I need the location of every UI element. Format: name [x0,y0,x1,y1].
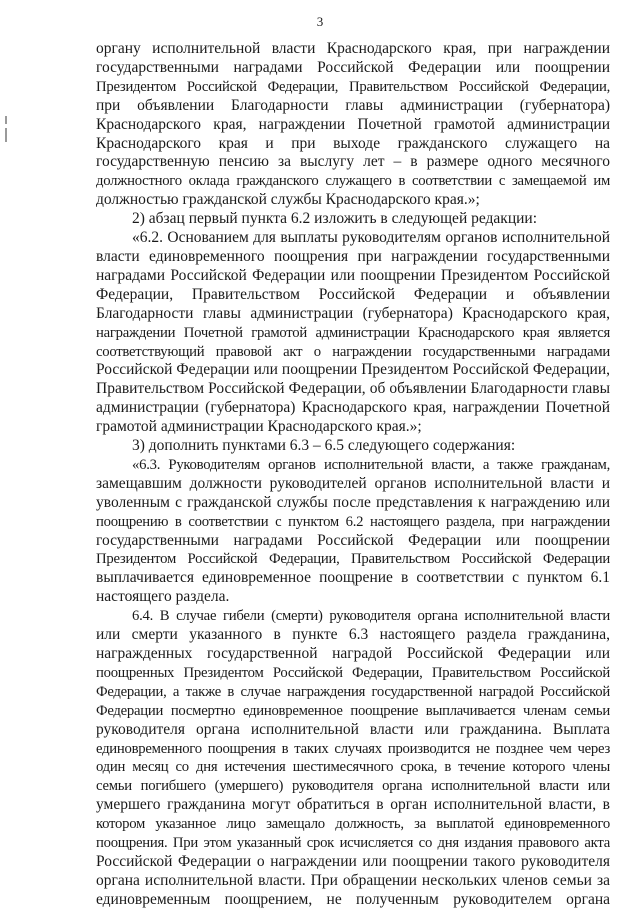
text-line: Российской Федерации о награждении или поощрении такого руководителя [96,852,610,870]
text-line: поощрения. При этом указанный срок исчисляется со дня издания правового акта [96,835,610,852]
text-line: замещавшим должности руководителей органов исполнительной власти и [96,474,610,492]
document-body [96,40,610,910]
margin-binding-mark [5,128,7,142]
text-line: Краснодарского края и при выходе гражданского служащего на [96,134,610,152]
text-line: Федерации посмертно единовременное поощрение выплачивается членам семьи [96,702,610,719]
text-line: государственную пенсию за выслугу лет – в размере одного месячного [96,153,610,171]
text-line: «6.2. Основанием для выплаты руководителям органов исполнительной [132,229,610,247]
text-line: Федерации, а также в случае награждения государственной наградой Российской [96,683,610,700]
text-line: государственными наградами Российской Федерации или поощрении [96,58,610,76]
text-line: один месяц со дня истечения шестимесячного срока, в течение которого члены [96,759,610,776]
text-line: или смерти указанного в пункте 6.3 настоящего раздела гражданина, [96,626,610,644]
text-line: соответствующий правовой акт о награждении государственными наградами [96,343,610,360]
page-number: 3 [316,14,324,29]
text-line: 2) абзац первый пункта 6.2 изложить в следующей редакции: [132,210,538,228]
text-line: поощренных Президентом Российской Федерации, Правительством Российской [96,664,610,681]
text-line: 3) дополнить пунктами 6.3 – 6.5 следующего содержания: [132,437,516,455]
text-line: администрации (губернатора) Краснодарского края, награждении Почетной [96,399,610,417]
text-line: Правительством Российской Федерации, об объявлении Благодарности главы [96,380,610,398]
text-line: Благодарности главы администрации (губернатора) Краснодарского края, [96,304,610,322]
text-line: при объявлении Благодарности главы администрации (губернатора) [96,96,610,114]
text-line: грамотой администрации Краснодарского края.»; [96,418,422,436]
text-line: единовременным поощрением, не полученным руководителем органа [96,890,610,908]
text-line: награжденных государственной наградой Российской Федерации или [96,645,610,662]
text-line: Федерации, Правительством Российской Федерации и объявлении [96,285,610,303]
text-line: органа исполнительной власти. При обращении нескольких членов семьи за [96,871,610,889]
text-line: выплачивается единовременное поощрение в соответствии с пунктом 6.1 [96,569,610,587]
text-line: котором указанное лицо замещало должность, за выплатой единовременного [96,816,610,833]
text-line: умершего гражданина могут обратиться в орган исполнительной власти, в [96,796,610,814]
text-line: поощрению в соответствии с пунктом 6.2 настоящего раздела, при награждении [96,513,610,530]
text-line: Президентом Российской Федерации, Правительством Российской Федерации, [96,78,610,95]
text-line: 6.4. В случае гибели (смерти) руководителя органа исполнительной власти [132,608,610,625]
text-line: должностного оклада гражданского служащего в соответствии с замещаемой им [96,173,610,190]
text-line: «6.3. Руководителям органов исполнительной власти, а также гражданам, [132,456,610,473]
text-line: Президентом Российской Федерации, Правительством Российской Федерации [96,551,610,568]
text-line: семьи погибшего (умершего) руководителя органа исполнительной власти или [96,778,610,795]
text-line: уволенным с гражданской службы после представления к награждению или [96,493,610,511]
text-line: настоящего раздела. [96,588,230,606]
margin-binding-mark [5,116,7,124]
text-line: награждении Почетной грамотой администрации Краснодарского края является [96,324,610,341]
text-line: единовременного поощрения в таких случаях производится не позднее чем через [96,740,610,757]
text-line: руководителя органа исполнительной власти или гражданина. Выплата [96,720,610,738]
text-line: Российской Федерации или поощрении Президентом Российской Федерации, [96,361,610,379]
text-line: государственными наградами Российской Федерации или поощрении [96,531,610,549]
text-line: должностью гражданской службы Краснодарского края.»; [96,191,480,209]
text-line: наградами Российской Федерации или поощрении Президентом Российской [96,266,610,284]
text-line: власти единовременного поощрения при награждении государственными [96,247,610,265]
text-line: органу исполнительной власти Краснодарского края, при награждении [96,40,610,57]
text-line: Краснодарского края, награждении Почетной грамотой администрации [96,115,610,133]
